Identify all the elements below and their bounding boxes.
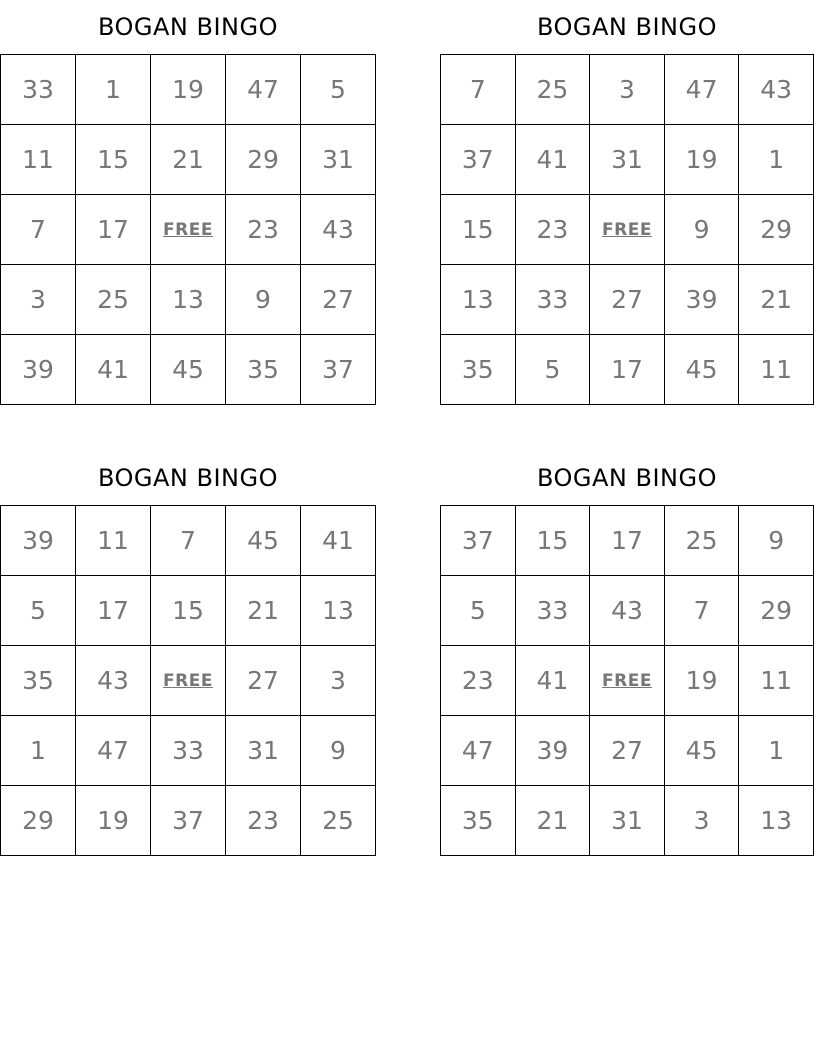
free-cell: FREE bbox=[590, 195, 665, 265]
bingo-cell: 31 bbox=[301, 125, 376, 195]
bingo-row bbox=[1, 786, 376, 856]
bingo-row bbox=[441, 55, 814, 125]
bingo-cell: 7 bbox=[664, 576, 739, 646]
bingo-cell: 33 bbox=[515, 265, 590, 335]
bingo-cell: 17 bbox=[590, 335, 665, 405]
bingo-cell: 41 bbox=[515, 125, 590, 195]
bingo-cell: 39 bbox=[664, 265, 739, 335]
bingo-cell: 19 bbox=[76, 786, 151, 856]
bingo-cell: 21 bbox=[226, 576, 301, 646]
bingo-cell: 19 bbox=[151, 55, 226, 125]
bingo-cell: 1 bbox=[739, 716, 814, 786]
bingo-row bbox=[441, 335, 814, 405]
bingo-card-4 bbox=[440, 451, 814, 856]
bingo-cell: 47 bbox=[226, 55, 301, 125]
bingo-row bbox=[1, 716, 376, 786]
bingo-grid-body bbox=[1, 506, 376, 856]
bingo-cell: 43 bbox=[76, 646, 151, 716]
bingo-cell: 39 bbox=[515, 716, 590, 786]
bingo-cell: 13 bbox=[151, 265, 226, 335]
bingo-cell: 9 bbox=[664, 195, 739, 265]
bingo-card-3 bbox=[0, 451, 376, 856]
bingo-cell: 7 bbox=[151, 506, 226, 576]
bingo-cell: 11 bbox=[76, 506, 151, 576]
bingo-cell: 1 bbox=[1, 716, 76, 786]
bingo-grid bbox=[440, 54, 814, 405]
bingo-row bbox=[1, 265, 376, 335]
bingo-cell: 33 bbox=[515, 576, 590, 646]
bingo-card-1 bbox=[0, 0, 376, 405]
bingo-cell: 43 bbox=[739, 55, 814, 125]
bingo-cell: 45 bbox=[664, 335, 739, 405]
bingo-cell: 1 bbox=[76, 55, 151, 125]
bingo-cell: 5 bbox=[1, 576, 76, 646]
bingo-cell: 3 bbox=[301, 646, 376, 716]
bingo-cell: 29 bbox=[739, 576, 814, 646]
bingo-cell: 15 bbox=[441, 195, 516, 265]
bingo-row bbox=[1, 55, 376, 125]
bingo-cell: 9 bbox=[739, 506, 814, 576]
card-title: BOGAN BINGO bbox=[536, 464, 717, 492]
bingo-cell: 23 bbox=[226, 786, 301, 856]
bingo-row bbox=[1, 195, 376, 265]
bingo-cell: 27 bbox=[301, 265, 376, 335]
bingo-cell: 5 bbox=[515, 335, 590, 405]
bingo-row bbox=[441, 195, 814, 265]
bingo-cell: 41 bbox=[515, 646, 590, 716]
bingo-row bbox=[441, 125, 814, 195]
bingo-cell: 45 bbox=[664, 716, 739, 786]
bingo-cell: 27 bbox=[226, 646, 301, 716]
bingo-cell: 31 bbox=[590, 786, 665, 856]
bingo-cell: 27 bbox=[590, 716, 665, 786]
bingo-cell: 43 bbox=[590, 576, 665, 646]
bingo-cell: 9 bbox=[301, 716, 376, 786]
bingo-cell: 39 bbox=[1, 506, 76, 576]
bingo-row bbox=[1, 335, 376, 405]
bingo-row bbox=[1, 506, 376, 576]
bingo-cell: 7 bbox=[441, 55, 516, 125]
bingo-row bbox=[441, 265, 814, 335]
bingo-cell: 25 bbox=[76, 265, 151, 335]
bingo-cell: 45 bbox=[226, 506, 301, 576]
bingo-cell: 35 bbox=[441, 335, 516, 405]
bingo-cell: 43 bbox=[301, 195, 376, 265]
bingo-cell: 1 bbox=[739, 125, 814, 195]
card-title: BOGAN BINGO bbox=[536, 13, 717, 41]
bingo-cell: 21 bbox=[515, 786, 590, 856]
bingo-cell: 37 bbox=[441, 506, 516, 576]
bingo-cell: 47 bbox=[441, 716, 516, 786]
bingo-cell: 35 bbox=[441, 786, 516, 856]
bingo-cell: 21 bbox=[151, 125, 226, 195]
bingo-grid bbox=[440, 505, 814, 856]
bingo-cell: 29 bbox=[739, 195, 814, 265]
bingo-cell: 13 bbox=[301, 576, 376, 646]
bingo-cell: 39 bbox=[1, 335, 76, 405]
bingo-cell: 37 bbox=[301, 335, 376, 405]
bingo-cell: 15 bbox=[76, 125, 151, 195]
bingo-cell: 7 bbox=[1, 195, 76, 265]
bingo-cell: 23 bbox=[226, 195, 301, 265]
bingo-row bbox=[441, 716, 814, 786]
bingo-cell: 9 bbox=[226, 265, 301, 335]
bingo-cell: 25 bbox=[515, 55, 590, 125]
bingo-cell: 41 bbox=[76, 335, 151, 405]
bingo-grid bbox=[0, 54, 376, 405]
bingo-cell: 27 bbox=[590, 265, 665, 335]
bingo-cell: 3 bbox=[1, 265, 76, 335]
bingo-cell: 31 bbox=[590, 125, 665, 195]
bingo-cell: 23 bbox=[515, 195, 590, 265]
bingo-grid-body bbox=[441, 55, 814, 405]
bingo-cell: 31 bbox=[226, 716, 301, 786]
bingo-cell: 5 bbox=[441, 576, 516, 646]
free-cell: FREE bbox=[590, 646, 665, 716]
bingo-row bbox=[441, 786, 814, 856]
bingo-cell: 37 bbox=[151, 786, 226, 856]
bingo-cell: 23 bbox=[441, 646, 516, 716]
bingo-cell: 21 bbox=[739, 265, 814, 335]
bingo-cell: 35 bbox=[226, 335, 301, 405]
bingo-cell: 33 bbox=[151, 716, 226, 786]
bingo-row bbox=[1, 125, 376, 195]
bingo-cell: 45 bbox=[151, 335, 226, 405]
bingo-cell: 5 bbox=[301, 55, 376, 125]
bingo-cell: 11 bbox=[739, 646, 814, 716]
bingo-row bbox=[441, 646, 814, 716]
bingo-cell: 17 bbox=[76, 576, 151, 646]
bingo-cell: 25 bbox=[664, 506, 739, 576]
bingo-cell: 37 bbox=[441, 125, 516, 195]
bingo-row bbox=[441, 506, 814, 576]
free-cell: FREE bbox=[151, 195, 226, 265]
bingo-cell: 29 bbox=[226, 125, 301, 195]
bingo-cell: 17 bbox=[590, 506, 665, 576]
bingo-grid-body bbox=[1, 55, 376, 405]
bingo-cell: 41 bbox=[301, 506, 376, 576]
bingo-cell: 47 bbox=[664, 55, 739, 125]
bingo-row bbox=[1, 646, 376, 716]
bingo-cell: 19 bbox=[664, 125, 739, 195]
bingo-card-2 bbox=[440, 0, 814, 405]
bingo-cell: 47 bbox=[76, 716, 151, 786]
bingo-cell: 3 bbox=[664, 786, 739, 856]
bingo-cell: 11 bbox=[1, 125, 76, 195]
bingo-cell: 15 bbox=[515, 506, 590, 576]
bingo-cell: 15 bbox=[151, 576, 226, 646]
bingo-cell: 13 bbox=[441, 265, 516, 335]
bingo-row bbox=[1, 576, 376, 646]
bingo-cell: 11 bbox=[739, 335, 814, 405]
bingo-cell: 13 bbox=[739, 786, 814, 856]
bingo-row bbox=[441, 576, 814, 646]
bingo-cell: 17 bbox=[76, 195, 151, 265]
bingo-grid-body bbox=[441, 506, 814, 856]
free-cell: FREE bbox=[151, 646, 226, 716]
bingo-cell: 25 bbox=[301, 786, 376, 856]
bingo-cell: 19 bbox=[664, 646, 739, 716]
bingo-grid bbox=[0, 505, 376, 856]
bingo-cell: 3 bbox=[590, 55, 665, 125]
bingo-cell: 29 bbox=[1, 786, 76, 856]
bingo-cell: 33 bbox=[1, 55, 76, 125]
bingo-cell: 35 bbox=[1, 646, 76, 716]
card-title: BOGAN BINGO bbox=[97, 464, 278, 492]
card-title: BOGAN BINGO bbox=[97, 13, 278, 41]
